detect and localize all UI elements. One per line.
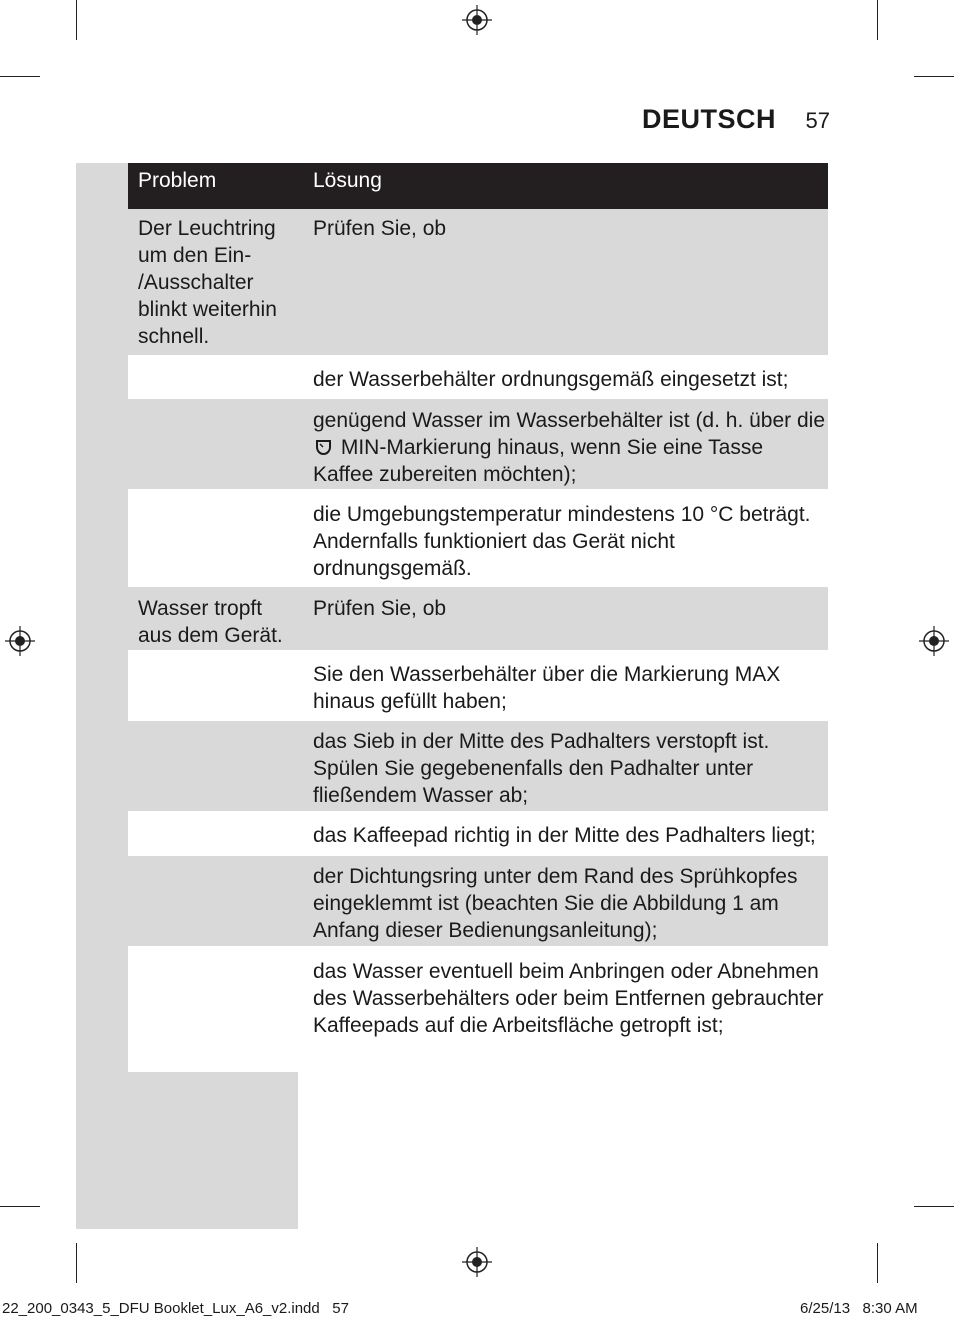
- solution-cell: Prüfen Sie, ob: [313, 597, 447, 620]
- troubleshooting-table: [128, 163, 828, 1072]
- table-row: [128, 587, 828, 654]
- cup-icon: [315, 438, 333, 456]
- table-row: [128, 209, 828, 359]
- side-band-bottom: [76, 1070, 298, 1229]
- table-row: [128, 654, 828, 721]
- section-language-title: DEUTSCH: [641, 104, 776, 134]
- solution-cell: [313, 407, 828, 488]
- table-row: [128, 493, 828, 587]
- page-number: 57: [805, 108, 830, 133]
- table-header: [128, 163, 828, 209]
- table-row: [128, 856, 828, 950]
- table-row: [128, 721, 828, 815]
- footer-timestamp: 6/25/13 8:30 AM: [800, 1300, 918, 1317]
- problem-cell: Wasser tropft aus dem Gerät.: [138, 597, 283, 647]
- problem-cell: Der Leuchtring um den Ein- /Ausschalter blinkt weiterhin schnell.: [138, 217, 277, 348]
- table-row: [128, 399, 828, 493]
- table-row: [128, 950, 828, 1072]
- table-row: [128, 815, 828, 856]
- solution-text: genügend Wasser im Wasserbehälter ist (d. h. über die: [313, 409, 826, 432]
- solution-text: MIN-Markierung hinaus, wenn Sie eine Tasse Kaffee zubereiten möchten);: [313, 436, 763, 486]
- registration-mark-icon: [462, 1247, 492, 1277]
- solution-cell: der Dichtungsring unter dem Rand des Sprühkopfes eingeklemmt ist (beachten Sie die Abbildung 1 am Anfang dieser Bedienungsanleitung);: [313, 865, 798, 942]
- crop-mark: [0, 1206, 40, 1207]
- solution-cell: der Wasserbehälter ordnungsgemäß eingesetzt ist;: [313, 368, 789, 391]
- solution-cell: das Wasser eventuell beim Anbringen oder Abnehmen des Wasserbehälters oder beim Entfernen gebrauchter Kaffeepads auf die Arbeitsfläche getropft ist;: [313, 960, 824, 1037]
- crop-mark: [0, 76, 40, 77]
- column-header-solution: Lösung: [313, 169, 382, 192]
- solution-cell: das Sieb in der Mitte des Padhalters verstopft ist. Spülen Sie gegebenenfalls den Padhalter unter fließendem Wasser ab;: [313, 730, 770, 807]
- crop-mark: [877, 1243, 878, 1283]
- solution-cell: Sie den Wasserbehälter über die Markierung MAX hinaus gefüllt haben;: [313, 663, 781, 713]
- solution-cell: das Kaffeepad richtig in der Mitte des Padhalters liegt;: [313, 824, 816, 847]
- crop-mark: [914, 76, 954, 77]
- crop-mark: [914, 1206, 954, 1207]
- solution-cell: die Umgebungstemperatur mindestens 10 °C beträgt. Andernfalls funktioniert das Gerät nicht ordnungsgemäß.: [313, 503, 811, 580]
- crop-mark: [76, 1243, 77, 1283]
- registration-mark-icon: [462, 5, 492, 35]
- column-header-problem: Problem: [138, 169, 217, 192]
- solution-cell: Prüfen Sie, ob: [313, 217, 447, 240]
- footer-file-name: 22_200_0343_5_DFU Booklet_Lux_A6_v2.indd 57: [2, 1300, 349, 1317]
- table-row: [128, 359, 828, 399]
- registration-mark-icon: [5, 626, 35, 656]
- crop-mark: [76, 0, 77, 40]
- registration-mark-icon: [919, 626, 949, 656]
- crop-mark: [877, 0, 878, 40]
